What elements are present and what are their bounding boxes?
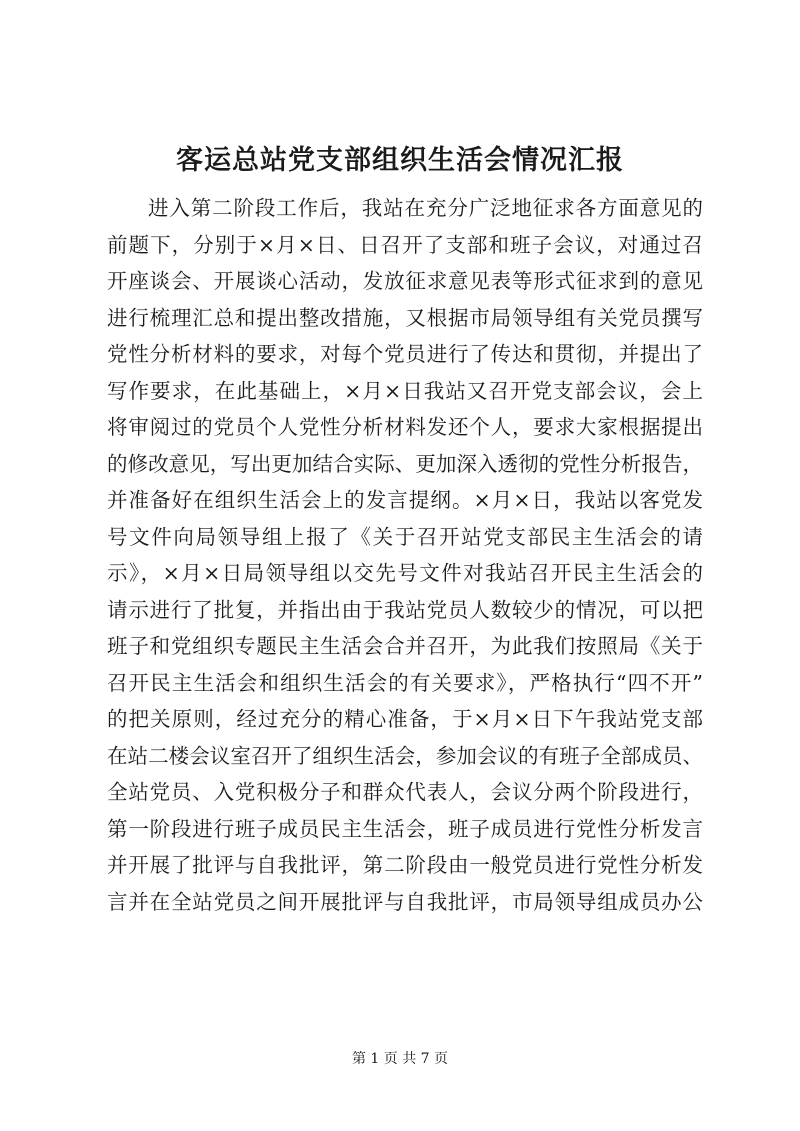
body-line (107, 482, 703, 519)
body-line (107, 592, 703, 629)
document-title: 客运总站党支部组织生活会情况汇报 (176, 145, 624, 176)
body-line-text: 请示进行了批复，并指出由于我站党员人数较少的情况，可以把 (107, 597, 703, 622)
body-line (107, 519, 703, 556)
body-line (107, 263, 703, 300)
body-line-text: 班子和党组织专题民主生活会合并召开，为此我们按照局《关于 (107, 634, 703, 658)
body-line (107, 190, 703, 227)
body-line-text: 并准备好在组织生活会上的发言提纲。×月×日，我站以客党发 (107, 488, 703, 512)
body-line-text: 第一阶段进行班子成员民主生活会，班子成员进行党性分析发言 (107, 816, 703, 841)
body-line (107, 665, 703, 702)
body-line (107, 847, 703, 884)
body-line (107, 701, 703, 738)
body-line-text: 在站二楼会议室召开了组织生活会，参加会议的有班子全部成员、 (107, 743, 703, 768)
body-line-text: 进行梳理汇总和提出整改措施，又根据市局领导组有关党员撰写 (107, 305, 703, 330)
body-line (107, 227, 703, 264)
body-line-text: 号文件向局领导组上报了《关于召开站党支部民主生活会的请 (107, 524, 703, 549)
body-line-text: 写作要求，在此基础上，×月×日我站又召开党支部会议，会上 (107, 378, 703, 403)
body-line (107, 555, 703, 592)
body-line (107, 774, 703, 811)
body-line-text: 的把关原则，经过充分的精心准备，于×月×日下午我站党支部 (107, 707, 703, 731)
body-line (107, 336, 703, 373)
body-line (107, 446, 703, 483)
body-line-text: 将审阅过的党员个人党性分析材料发还个人，要求大家根据提出 (107, 415, 703, 439)
body-line (107, 373, 703, 410)
body-line-text: 党性分析材料的要求，对每个党员进行了传达和贯彻，并提出了 (107, 342, 703, 366)
body-line (107, 811, 703, 848)
body-line-text: 开座谈会、开展谈心活动，发放征求意见表等形式征求到的意见 (107, 269, 703, 293)
body-line-text: 示》，×月×日局领导组以交先号文件对我站召开民主生活会的 (107, 561, 703, 585)
body-line (107, 628, 703, 665)
document-body (107, 190, 703, 920)
body-line (107, 884, 703, 921)
page-number-footer: 第 1 页 共 7 页 (351, 1051, 449, 1067)
body-line-text: 言并在全站党员之间开展批评与自我批评，市局领导组成员办公 (107, 889, 703, 914)
body-line (107, 300, 703, 337)
body-line-text: 并开展了批评与自我批评，第二阶段由一般党员进行党性分析发 (107, 853, 703, 877)
body-line-text: 前题下，分别于×月×日、日召开了支部和班子会议，对通过召 (107, 232, 703, 257)
body-line-text: 的修改意见，写出更加结合实际、更加深入透彻的党性分析报告， (107, 451, 703, 476)
body-line-text: 召开民主生活会和组织生活会的有关要求》，严格执行“四不开” (107, 670, 703, 695)
body-line (107, 409, 703, 446)
body-line (107, 738, 703, 775)
body-line-text: 进入第二阶段工作后，我站在充分广泛地征求各方面意见的 (148, 196, 703, 220)
body-line-text: 全站党员、入党积极分子和群众代表人，会议分两个阶段进行， (107, 780, 703, 804)
